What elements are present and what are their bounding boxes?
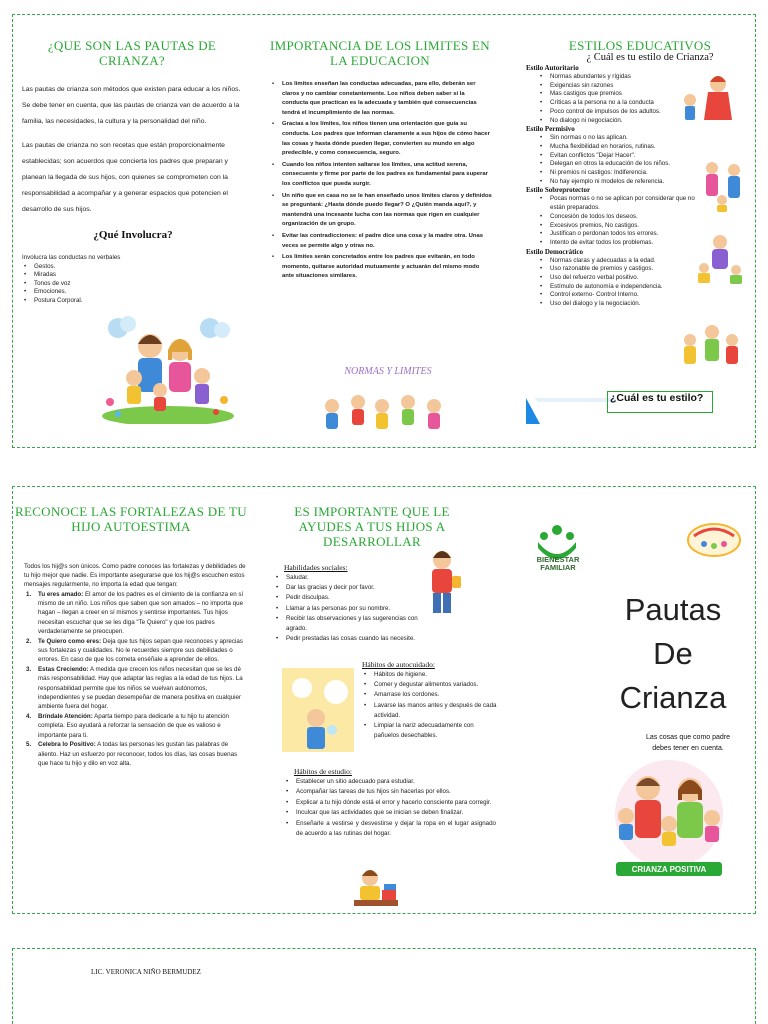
social-title: Habilidades sociales: <box>284 563 348 572</box>
hygiene-illustration <box>282 668 354 752</box>
style-heading: Estilo Democrático <box>526 247 583 256</box>
selfcare-item: • Limpiar la nariz adecuadamente con pañuelos desechables. <box>362 721 500 741</box>
social-item: • Llamar a las personas por su nombre. <box>274 604 434 614</box>
school-badge-logo <box>686 522 742 558</box>
boy-illustration <box>420 548 464 618</box>
what-are-para1: Las pautas de crianza son métodos que existen para educar a los niños. Se debe tener en cuenta, que las pautas de crianza van de acuerdo a la familia, las necesidades, la cultura y la personalidad del niño. <box>22 86 241 125</box>
norms-limits-caption: NORMAS Y LIMITES <box>344 366 432 377</box>
style-item: • Excesivos premios, No castigos. <box>538 222 698 231</box>
style-item: • Normas abundantes y rígidas <box>538 73 698 82</box>
style-item: • Control externo- Control Interno. <box>538 291 698 300</box>
study-item: • Enseñarle a vestirse y desvestirse y dejar la ropa en el lugar asignado de acuerdo a las rutinas del hogar. <box>284 819 496 840</box>
social-item: • Recibir las observaciones y las sugerencias con agrado. <box>274 614 434 634</box>
involves-intro: Involucra las conductas no verbales <box>22 254 121 261</box>
style-heading: Estilo Permisivo <box>526 125 575 134</box>
study-item: • Establecer un sitio adecuado para estudiar. <box>284 777 496 787</box>
bienestar-logo <box>532 522 582 582</box>
style-item: • Mucha flexibilidad en horarios, rutinas. <box>538 143 698 152</box>
style-item: • Evitan conflictos "Dejar Hacer". <box>538 152 698 161</box>
style-items-list <box>538 257 698 309</box>
strength-lead: Te Quiero como eres: <box>38 637 102 645</box>
strength-lead: Bríndale Atención: <box>38 712 93 720</box>
col-develop <box>272 504 472 549</box>
social-item: • Pedir prestadas las cosas cuando las necesite. <box>274 634 434 644</box>
overprotective-illustration <box>694 232 746 284</box>
strength-item <box>24 637 248 665</box>
study-item: • Explicar a tu hijo dónde está el error y hacerlo consciente para corregir. <box>284 798 496 808</box>
involves-item: • Gestos. <box>22 263 244 272</box>
style-item: • Normas claras y adecuadas a la edad. <box>538 257 698 266</box>
blue-stripe-decoration <box>526 398 616 426</box>
bienestar-logo-text <box>528 556 588 573</box>
involves-list <box>22 263 244 306</box>
involves-item: • Emociones. <box>22 288 244 297</box>
involves-item: • Tonos de voz <box>22 280 244 289</box>
strengths-list <box>24 590 248 769</box>
logo-text-line1: BIENESTAR <box>536 555 580 564</box>
limits-item: • Los límites serán concretados entre los padres que evitarán, en todo momento, quitarse autoridad mutuamente y actuarán del mismo modo ante situaciones similares. <box>270 253 492 282</box>
family-illustration <box>98 316 238 424</box>
col-strengths <box>14 504 248 768</box>
study-item: • Acompañar las tareas de tus hijos sin hacerlas por ellos. <box>284 787 496 797</box>
strengths-intro: Todos los hij@s son únicos. Como padre conoces las fortalezas y debilidades de tu hijo mejor que nadie. Es importante asegurarse que los hij@s escuchen estos mensajes regularmente, no importa la edad que tengan: <box>24 563 246 589</box>
strengths-title: RECONOCE LAS FORTALEZAS DE TU HIJO AUTOESTIMA <box>15 504 247 534</box>
style-item: • Mas castigos que premios <box>538 90 698 99</box>
cover-tagline: Las cosas que como padre debes tener en cuenta. <box>645 734 731 752</box>
what-are-para2: Las pautas de crianza no son recetas que están proporcionalmente establecidas; son acuerdos que concierta los padres que preparan y planean la llegada de sus hijos, con quienes se comprometen con la responsabilidad a acompañar y a generar espacios que potencien el desarrollo de sus hijos. <box>22 142 228 213</box>
strength-item <box>24 665 248 712</box>
cover-title-text: Pautas De Crianza <box>619 592 727 715</box>
strength-number: 1. <box>26 590 32 598</box>
develop-title: ES IMPORTANTE QUE LE AYUDES A TUS HIJOS A DESARROLLAR <box>294 504 450 549</box>
study-list <box>284 777 496 839</box>
democratic-illustration <box>680 322 742 368</box>
style-item: • Pocas normas o no se aplican por considerar que no están preparados. <box>538 195 698 212</box>
style-item: • Uso razonable de premios y castigos. <box>538 265 698 274</box>
strength-item <box>24 590 248 637</box>
study-item: • Inculcar que las actividades que se inician se deben finalizar. <box>284 808 496 818</box>
permissive-illustration <box>700 160 748 212</box>
limits-item: • Los límites enseñan las conductas adecuadas, para ello, deberán ser claros y no cambiar constantemente. Los niños deben saber si la conducta que practican es la adecuada y también qué consecuencias tendrá el incumplimiento de las normas. <box>270 80 492 118</box>
your-style-box: ¿Cuál es tu estilo? <box>607 391 713 413</box>
positive-parenting-badge: CRIANZA POSITIVA <box>631 865 707 874</box>
involves-title: ¿Qué Involucra? <box>93 229 173 241</box>
limits-list <box>268 80 492 282</box>
strength-number: 3. <box>26 665 32 673</box>
social-list <box>274 573 434 644</box>
limits-item: • Un niño que en casa no se le han enseñado unos límites claros y definidos se preguntará: ¿Hasta dónde puedo llegar? O ¿Quién manda aquí?, y mantendrá una incesante lucha con las normas que rigen en cualquier organización de un grupo. <box>270 192 492 230</box>
style-item: • No hay ejemplo ni modelos de referencia. <box>538 178 698 187</box>
style-heading: Estilo Autoritario <box>526 64 579 72</box>
selfcare-title: Hábitos de autocuidado: <box>362 660 435 669</box>
student-illustration <box>352 866 402 912</box>
style-item: • Concesión de todos los deseos. <box>538 213 698 222</box>
selfcare-item: • Comer y degustar alimentos variados. <box>362 680 500 690</box>
strength-item <box>24 740 248 768</box>
authoritarian-illustration <box>680 74 740 124</box>
style-item: • No dialogo ni negociación. <box>538 117 698 126</box>
selfcare-item: • Amarrase los cordones. <box>362 690 500 700</box>
strength-text: Deja que tus hijos sepan que reconoces y aprecias sus fortalezas y cualidades. No le recuerdes siempre sus debilidades o errores. En caso de que los cometa enséñale a aprender de ellos. <box>38 637 243 664</box>
styles-subtitle: ¿ Cuál es tu estilo de Crianza? <box>586 52 714 63</box>
social-item: • Saludar. <box>274 573 434 583</box>
style-items-list <box>538 195 698 247</box>
study-title: Hábitos de estudio: <box>294 767 352 776</box>
style-items-list <box>538 134 698 186</box>
strength-text: Aparta tiempo para dedicarle a tu hijo tu atención completa. Eso ayudará a reforzar la sensación de que es valioso e importante para ti. <box>38 712 229 739</box>
selfcare-item: • Hábitos de higiene. <box>362 670 500 680</box>
col-limits <box>268 38 492 284</box>
selfcare-section <box>362 660 500 741</box>
style-items-list <box>538 73 698 125</box>
col-what-are <box>22 38 244 306</box>
strength-lead: Tu eres amado: <box>38 590 84 598</box>
style-item: • Intento de evitar todos los problemas. <box>538 239 698 248</box>
style-item: • Poco control de impulsos de los adultos. <box>538 108 698 117</box>
social-section <box>284 563 434 644</box>
style-item: • Uso del refuerzo verbal positivo. <box>538 274 698 283</box>
involves-item: • Postura Corporal. <box>22 297 244 306</box>
strength-text: El amor de los padres es el cimiento de la confianza en sí mismo de un niño. Los niños que saben que son amados – no importa que hagan – llegan a creer en sí mismos y sentirse importantes. Tus hijos necesitan escuchar que se les diga "Te Quiero" y que los padres verdaderamente se preocupen. <box>38 590 244 636</box>
study-section <box>284 767 496 839</box>
style-item: • Exigencias sin razones <box>538 82 698 91</box>
panel-footer <box>12 948 756 1024</box>
strength-text: A medida que crecen los niños necesitan que se les dé más responsabilidad. Hay que adaptar las reglas a la edad de tus hijos. La responsabilidad permite que los niños se vuelvan autónomos, independientes y se puedan desempeñar de manera positiva en cualquier ambiente fuera del hogar. <box>38 665 243 711</box>
selfcare-item: • Lavarse las manos antes y después de cada actividad. <box>362 701 500 721</box>
style-item: • Ni premios ni castigos: Indiferencia. <box>538 169 698 178</box>
strength-lead: Celebra lo Positivo: <box>38 741 96 749</box>
style-item: • Justifican o perdonan todos los errores. <box>538 230 698 239</box>
positive-parenting-illustration <box>598 758 740 880</box>
strength-number: 4. <box>26 712 32 720</box>
social-item: • Pedir disculpas. <box>274 593 434 603</box>
style-item: • Estímulo de autonomía e independencia. <box>538 283 698 292</box>
style-heading: Estilo Sobreprotector <box>526 186 591 195</box>
logo-text-line2: FAMILIAR <box>540 563 576 573</box>
style-item: • Críticas a la persona no a la conducta <box>538 99 698 108</box>
involves-item: • Miradas <box>22 271 244 280</box>
author-name: LIC. VERONICA NIÑO BERMUDEZ <box>91 968 201 976</box>
strength-number: 2. <box>26 637 32 645</box>
style-item: • Sin normas o no las aplican. <box>538 134 698 143</box>
style-item: • Delegan en otros la educación de los niños. <box>538 160 698 169</box>
strength-number: 5. <box>26 741 32 749</box>
limits-title: IMPORTANCIA DE LOS LIMITES EN LA EDUCACION <box>270 38 490 68</box>
styles-title: ESTILOS EDUCATIVOS <box>568 38 712 53</box>
style-item: • Uso del dialogo y la negociación. <box>538 300 698 309</box>
selfcare-list <box>362 670 500 741</box>
strength-text: A todas las personas les gustan las palabras de aliento. Haz un esfuerzo por reconocer, todos los días, las cosas buenas que hace tu hijo y dilo en voz alta. <box>38 741 238 767</box>
limits-item: • Cuando los niños intenten saltarse los límites, una actitud serena, consecuente y firme por parte de los padres es fundamental para superar los conflictos que pueda surgir. <box>270 161 492 190</box>
strength-item <box>24 712 248 740</box>
limits-item: • Gracias a los límites, los niños tienen una orientación que guía su conducta. Los padres que informan claramente a sus hijos de cómo hacer las cosas y hasta dónde pueden llegar, convierten su mundo en algo predecible, y como consecuencia, seguro. <box>270 120 492 158</box>
strength-lead: Estas Creciendo: <box>38 665 89 673</box>
what-are-title: ¿QUE SON LAS PAUTAS DE CRIANZA? <box>47 38 217 68</box>
norms-limits-illustration <box>318 362 458 442</box>
social-item: • Dar las gracias y decir por favor. <box>274 583 434 593</box>
limits-item: • Evitar las contradicciones: el padre dice una cosa y la madre otra. Unas veces se permite algo y otras no. <box>270 232 492 251</box>
cover-title <box>588 588 758 720</box>
